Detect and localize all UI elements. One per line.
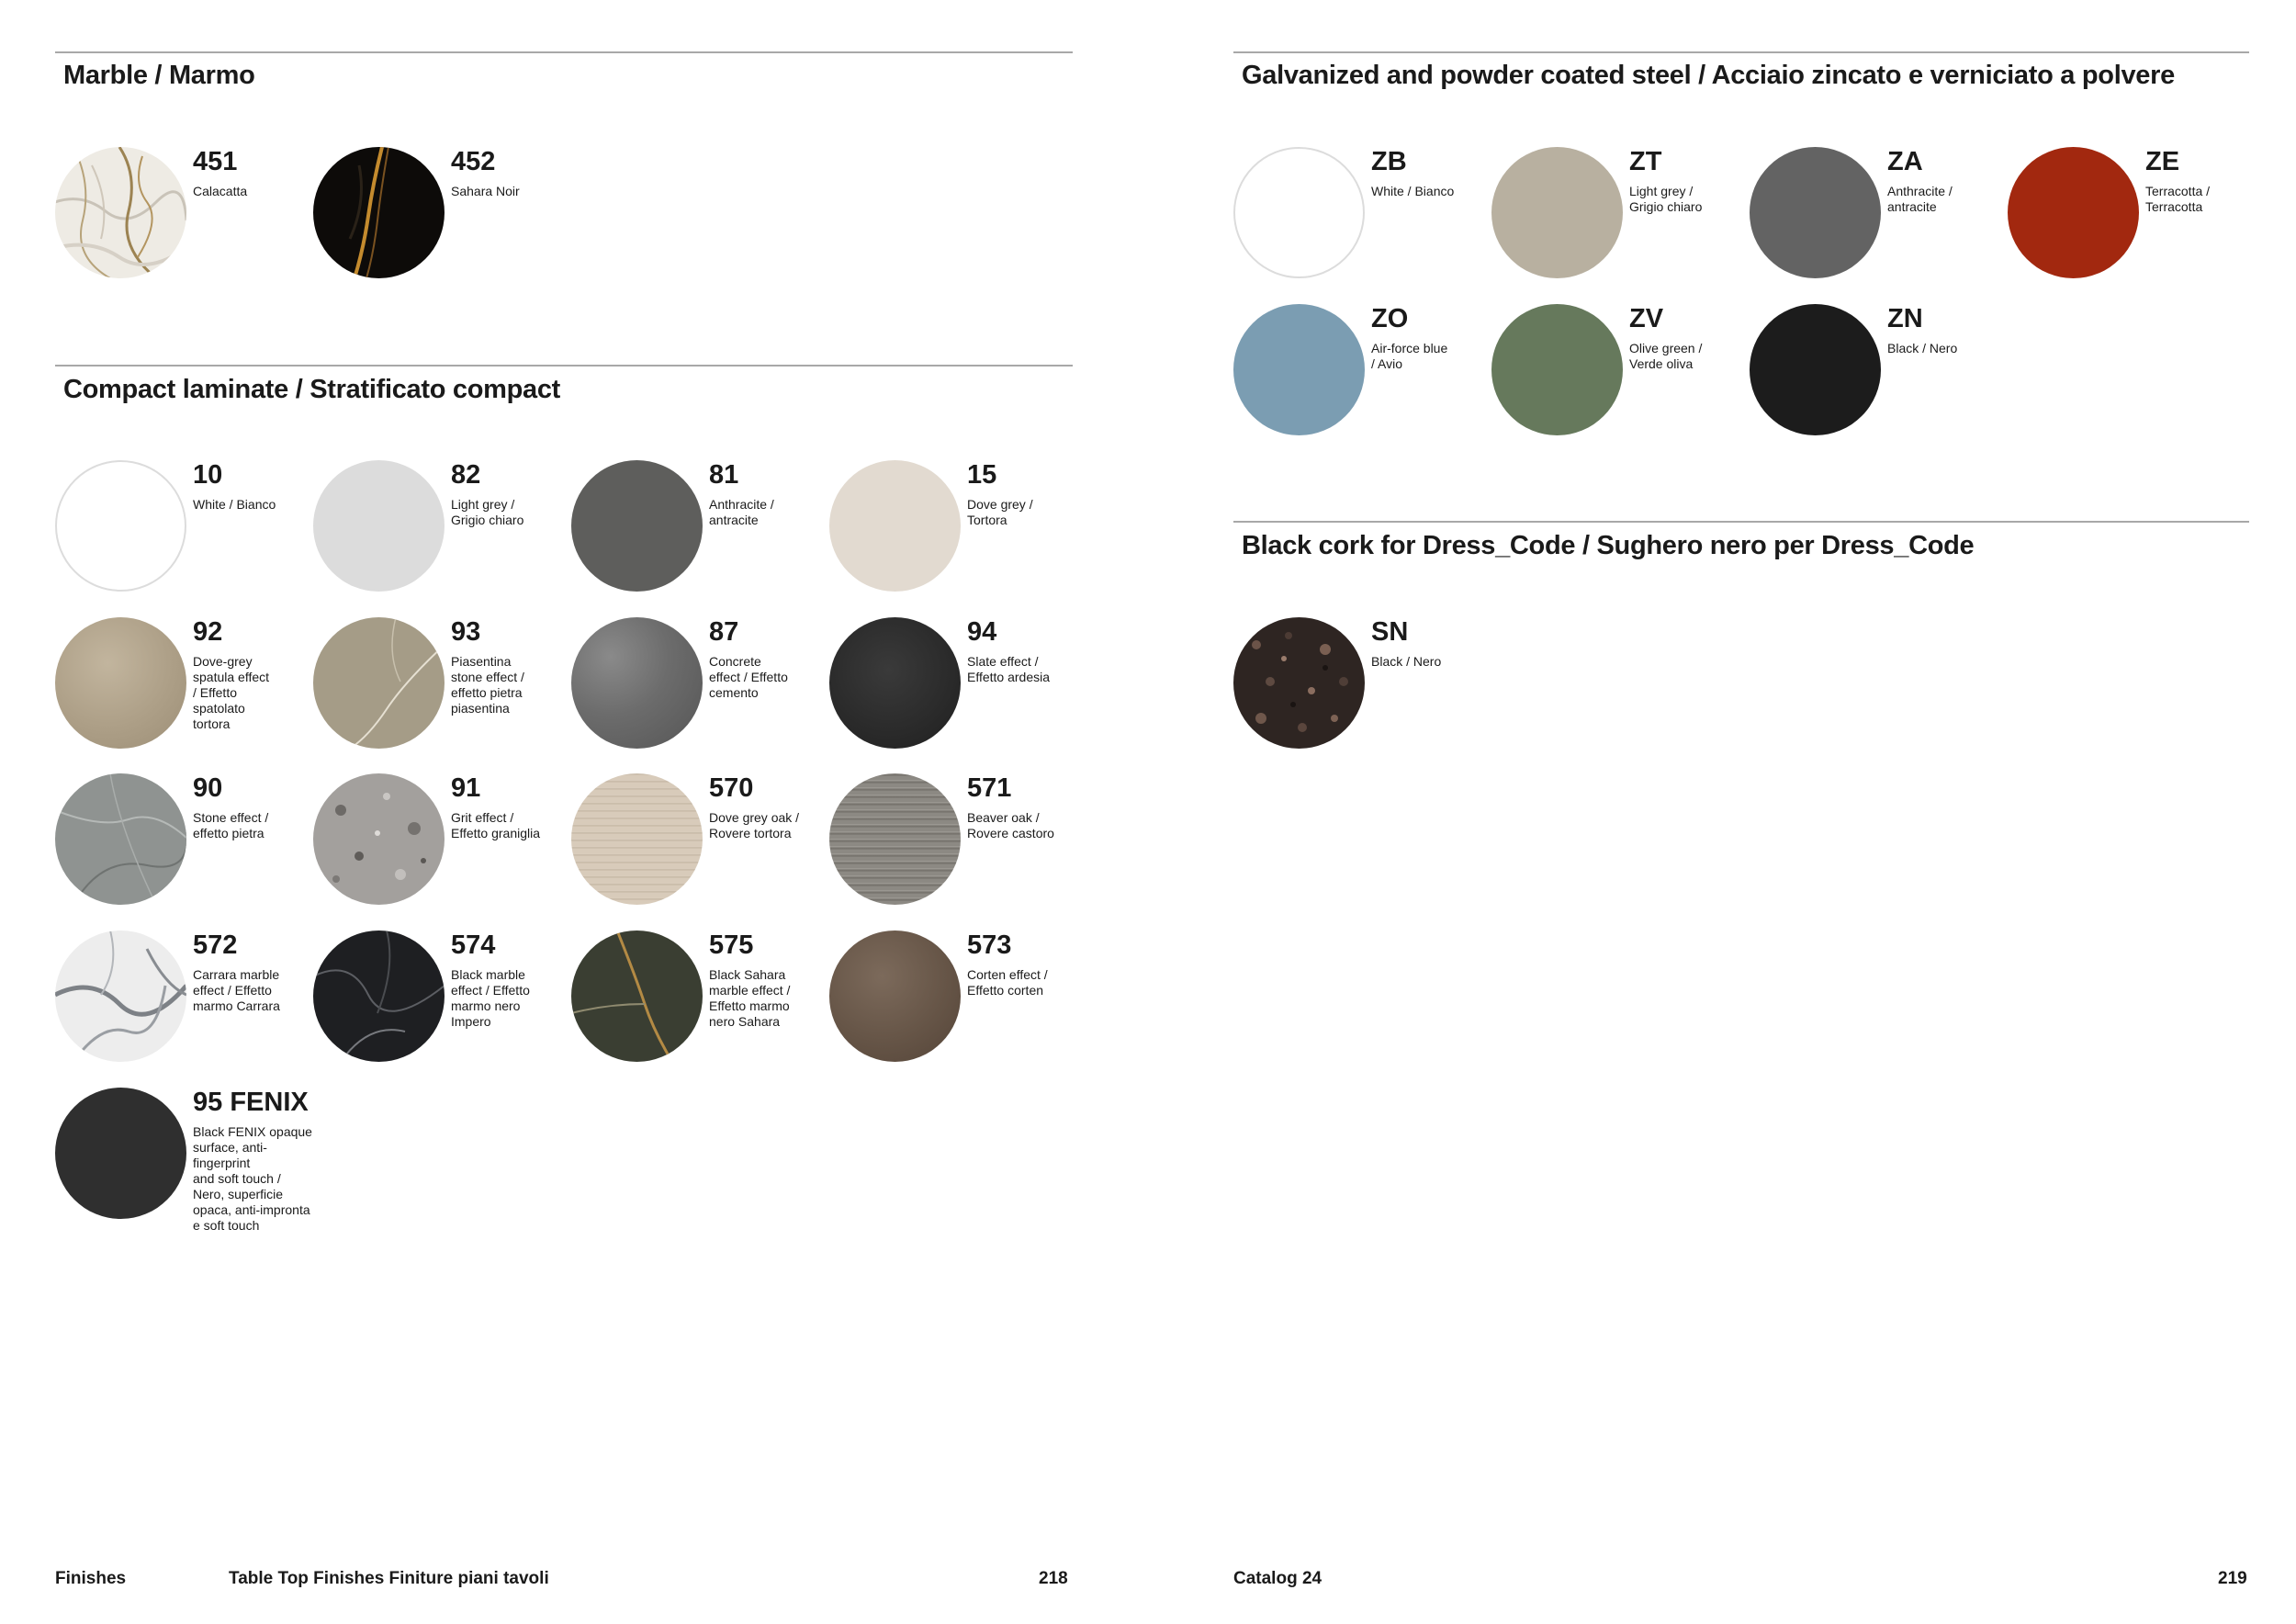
swatch-code: ZV: [1629, 304, 1664, 333]
color-swatch: [1750, 304, 1881, 435]
swatch-desc: Olive green / Verde oliva: [1629, 341, 1703, 371]
sahara-noir-marble-texture: [313, 147, 445, 278]
color-swatch: [313, 460, 445, 592]
color-swatch: [571, 460, 703, 592]
grit-texture: [313, 773, 445, 905]
oak-texture: [571, 773, 703, 905]
corten-texture: [829, 930, 961, 1062]
swatch-code: 452: [451, 147, 496, 176]
swatch-code: 574: [451, 930, 496, 960]
color-swatch: [1491, 147, 1623, 278]
footer-catalog-title: Catalog 24: [1233, 1569, 1322, 1588]
swatch-desc: Piasentina stone effect / effetto pietra piasentina: [451, 654, 524, 716]
swatch-code: ZE: [2145, 147, 2180, 176]
swatch-desc: Calacatta: [193, 184, 248, 198]
swatch-desc: Grit effect / Effetto graniglia: [451, 810, 541, 840]
color-swatch: [1233, 304, 1365, 435]
color-swatch: [55, 1088, 186, 1219]
swatch-code: 90: [193, 773, 223, 803]
calacatta-marble-texture: [55, 147, 186, 278]
swatch-desc: White / Bianco: [1371, 184, 1455, 198]
swatch-code: ZA: [1887, 147, 1923, 176]
swatch-code: 95 FENIX: [193, 1088, 309, 1117]
swatch-code: 93: [451, 617, 481, 647]
swatch-code: 10: [193, 460, 223, 490]
section-title-marble: Marble / Marmo: [63, 61, 255, 90]
swatch-95-fenix[interactable]: [55, 1088, 386, 1235]
cork-texture: [1233, 617, 1365, 749]
swatch-zn[interactable]: [1750, 304, 2080, 442]
swatch-desc: Dove grey oak / Rovere tortora: [709, 810, 800, 840]
color-swatch: [829, 460, 961, 592]
right-page: [1148, 0, 2296, 1624]
swatch-code: ZN: [1887, 304, 1923, 333]
swatch-desc: Corten effect / Effetto corten: [967, 967, 1048, 998]
section-divider: [1233, 521, 2249, 523]
swatch-desc: Stone effect / effetto pietra: [193, 810, 269, 840]
swatch-ze[interactable]: [2008, 147, 2274, 285]
swatch-code: 571: [967, 773, 1012, 803]
swatch-code: 81: [709, 460, 739, 490]
swatch-code: SN: [1371, 617, 1409, 647]
swatch-desc: White / Bianco: [193, 497, 276, 512]
carrara-marble-texture: [55, 930, 186, 1062]
swatch-code: 451: [193, 147, 238, 176]
swatch-code: 91: [451, 773, 481, 803]
swatch-code: ZO: [1371, 304, 1409, 333]
section-title-steel: Galvanized and powder coated steel / Acciaio zincato e verniciato a polvere: [1242, 61, 2175, 90]
swatch-code: 94: [967, 617, 997, 647]
section-title-cork: Black cork for Dress_Code / Sughero nero per Dress_Code: [1242, 531, 1975, 560]
section-divider: [1233, 51, 2249, 53]
swatch-code: 575: [709, 930, 754, 960]
swatch-code: 573: [967, 930, 1012, 960]
swatch-desc: Light grey / Grigio chiaro: [451, 497, 524, 527]
swatch-desc: Anthracite / antracite: [1887, 184, 1953, 214]
swatch-sn[interactable]: [1233, 617, 1564, 755]
swatch-desc: Black / Nero: [1887, 341, 1958, 355]
swatch-94[interactable]: [829, 617, 1160, 755]
slate-texture: [829, 617, 961, 749]
concrete-texture: [571, 617, 703, 749]
footer-page-number: 219: [2218, 1569, 2247, 1588]
swatch-571[interactable]: [829, 773, 1160, 911]
swatch-desc: Black Sahara marble effect / Effetto marmo nero Sahara: [709, 967, 791, 1029]
color-swatch: [1750, 147, 1881, 278]
piasentina-stone-texture: [313, 617, 445, 749]
swatch-code: 92: [193, 617, 223, 647]
color-swatch: [1233, 147, 1365, 278]
section-divider: [55, 51, 1073, 53]
footer-section-name: Finishes: [55, 1569, 127, 1588]
swatch-code: 570: [709, 773, 754, 803]
swatch-desc: Air-force blue / Avio: [1371, 341, 1448, 371]
swatch-desc: Carrara marble effect / Effetto marmo Carrara: [193, 967, 280, 1013]
color-swatch: [2008, 147, 2139, 278]
swatch-desc: Terracotta / Terracotta: [2145, 184, 2211, 214]
swatch-desc: Black / Nero: [1371, 654, 1442, 669]
swatch-code: ZT: [1629, 147, 1662, 176]
swatch-desc: Anthracite / antracite: [709, 497, 774, 527]
swatch-desc: Black marble effect / Effetto marmo nero Impero: [451, 967, 530, 1029]
swatch-desc: Black FENIX opaque surface, anti- fingerprint and soft touch / Nero, superficie opaca, anti-impronta e soft touch: [193, 1124, 312, 1233]
black-marble-texture: [313, 930, 445, 1062]
swatch-desc: Beaver oak / Rovere castoro: [967, 810, 1054, 840]
swatch-desc: Dove grey / Tortora: [967, 497, 1033, 527]
black-sahara-texture: [571, 930, 703, 1062]
section-divider: [55, 365, 1073, 367]
swatch-code: ZB: [1371, 147, 1407, 176]
color-swatch: [1491, 304, 1623, 435]
footer-page-number: 218: [1039, 1569, 1068, 1588]
swatch-15[interactable]: [829, 460, 1160, 598]
oak-texture: [829, 773, 961, 905]
swatch-452[interactable]: [313, 147, 644, 285]
spatula-texture: [55, 617, 186, 749]
swatch-573[interactable]: [829, 930, 1160, 1068]
footer-page-title: Table Top Finishes Finiture piani tavoli: [229, 1569, 549, 1588]
swatch-desc: Concrete effect / Effetto cemento: [709, 654, 788, 700]
swatch-code: 82: [451, 460, 481, 490]
swatch-desc: Slate effect / Effetto ardesia: [967, 654, 1051, 684]
swatch-code: 87: [709, 617, 739, 647]
swatch-code: 572: [193, 930, 238, 960]
stone-texture: [55, 773, 186, 905]
swatch-code: 15: [967, 460, 997, 490]
swatch-desc: Sahara Noir: [451, 184, 520, 198]
section-title-compact: Compact laminate / Stratificato compact: [63, 375, 561, 404]
swatch-desc: Dove-grey spatula effect / Effetto spatolato tortora: [193, 654, 270, 731]
swatch-desc: Light grey / Grigio chiaro: [1629, 184, 1703, 214]
color-swatch: [55, 460, 186, 592]
